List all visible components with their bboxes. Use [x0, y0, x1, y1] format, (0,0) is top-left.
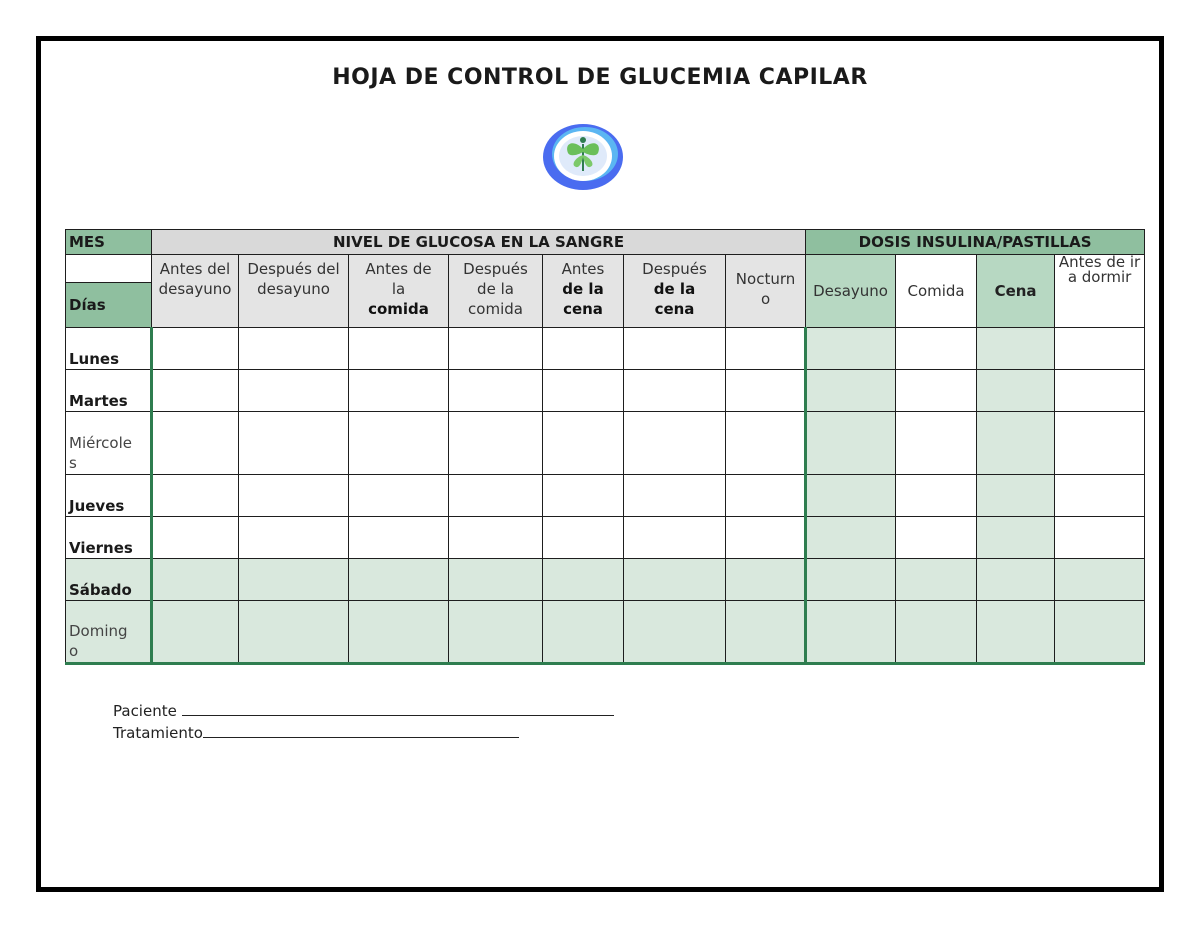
data-cell[interactable] — [349, 559, 449, 601]
col-header-despues-desayuno: Después del desayuno — [239, 255, 349, 328]
data-cell[interactable] — [449, 475, 543, 517]
dose-cell[interactable] — [977, 475, 1055, 517]
tratamiento-line — [113, 723, 519, 742]
data-cell[interactable] — [152, 370, 239, 412]
mes-input-cell[interactable] — [66, 255, 152, 283]
data-cell[interactable] — [152, 517, 239, 559]
data-cell[interactable] — [543, 601, 624, 664]
day-label-domingo: Doming o — [66, 601, 152, 664]
data-cell[interactable] — [726, 328, 806, 370]
data-cell[interactable] — [726, 475, 806, 517]
dose-cell[interactable] — [896, 475, 977, 517]
data-cell[interactable] — [349, 412, 449, 475]
table-row — [66, 517, 1145, 559]
dose-cell[interactable] — [896, 601, 977, 664]
col-header-antes-comida: Antes de la comida — [349, 255, 449, 328]
day-label-jueves: Jueves — [66, 475, 152, 517]
data-cell[interactable] — [726, 559, 806, 601]
col-header-nocturno: Nocturn o — [726, 255, 806, 328]
dose-cell[interactable] — [1055, 517, 1145, 559]
data-cell[interactable] — [624, 475, 726, 517]
dias-header: Días — [66, 283, 152, 328]
table-row — [66, 370, 1145, 412]
data-cell[interactable] — [624, 328, 726, 370]
dose-cell[interactable] — [1055, 559, 1145, 601]
day-label-lunes: Lunes — [66, 328, 152, 370]
data-cell[interactable] — [239, 370, 349, 412]
data-cell[interactable] — [152, 328, 239, 370]
data-cell[interactable] — [239, 412, 349, 475]
data-cell[interactable] — [349, 475, 449, 517]
data-cell[interactable] — [349, 370, 449, 412]
data-cell[interactable] — [726, 601, 806, 664]
data-cell[interactable] — [239, 328, 349, 370]
data-cell[interactable] — [543, 328, 624, 370]
data-cell[interactable] — [624, 370, 726, 412]
dose-cell[interactable] — [977, 559, 1055, 601]
dose-cell[interactable] — [806, 601, 896, 664]
data-cell[interactable] — [624, 601, 726, 664]
dose-cell[interactable] — [806, 370, 896, 412]
data-cell[interactable] — [726, 517, 806, 559]
paciente-label: Paciente — [113, 702, 177, 720]
data-cell[interactable] — [726, 412, 806, 475]
data-cell[interactable] — [624, 517, 726, 559]
data-cell[interactable] — [449, 412, 543, 475]
dose-cell[interactable] — [1055, 601, 1145, 664]
dose-cell[interactable] — [977, 328, 1055, 370]
dose-cell[interactable] — [896, 328, 977, 370]
data-cell[interactable] — [449, 601, 543, 664]
dose-cell[interactable] — [1055, 370, 1145, 412]
dose-cell[interactable] — [977, 517, 1055, 559]
table-row — [66, 412, 1145, 475]
col-header-despues-comida: Después de la comida — [449, 255, 543, 328]
data-cell[interactable] — [349, 328, 449, 370]
day-label-miercoles: Miércole s — [66, 412, 152, 475]
data-cell[interactable] — [239, 601, 349, 664]
day-label-viernes: Viernes — [66, 517, 152, 559]
glucose-control-table — [65, 229, 1145, 665]
col-header-antes-desayuno: Antes del desayuno — [152, 255, 239, 328]
data-cell[interactable] — [449, 370, 543, 412]
data-cell[interactable] — [449, 517, 543, 559]
dose-cell[interactable] — [806, 475, 896, 517]
data-cell[interactable] — [349, 517, 449, 559]
data-cell[interactable] — [624, 412, 726, 475]
col-header-dosis-antes-dormir: Antes de ir a dormir — [1055, 255, 1145, 328]
nivel-glucosa-header: NIVEL DE GLUCOSA EN LA SANGRE — [152, 230, 806, 255]
page-frame — [36, 36, 1164, 892]
data-cell[interactable] — [449, 559, 543, 601]
dose-cell[interactable] — [806, 559, 896, 601]
data-cell[interactable] — [239, 517, 349, 559]
tratamiento-label: Tratamiento — [113, 724, 203, 742]
dose-cell[interactable] — [1055, 412, 1145, 475]
data-cell[interactable] — [349, 601, 449, 664]
mes-header: MES — [66, 230, 152, 255]
dose-cell[interactable] — [896, 517, 977, 559]
table-row — [66, 559, 1145, 601]
data-cell[interactable] — [449, 328, 543, 370]
dose-cell[interactable] — [1055, 328, 1145, 370]
data-cell[interactable] — [726, 370, 806, 412]
dose-cell[interactable] — [806, 412, 896, 475]
data-cell[interactable] — [543, 517, 624, 559]
data-cell[interactable] — [543, 412, 624, 475]
page-title: HOJA DE CONTROL DE GLUCEMIA CAPILAR — [332, 65, 868, 90]
paciente-field[interactable] — [182, 701, 614, 716]
col-header-antes-cena: Antes de la cena — [543, 255, 624, 328]
col-header-dosis-cena: Cena — [977, 255, 1055, 328]
data-cell[interactable] — [152, 475, 239, 517]
dose-cell[interactable] — [896, 559, 977, 601]
col-header-dosis-desayuno: Desayuno — [806, 255, 896, 328]
dose-cell[interactable] — [977, 601, 1055, 664]
dose-cell[interactable] — [977, 370, 1055, 412]
dose-cell[interactable] — [896, 370, 977, 412]
butterfly-figure-logo-icon — [542, 123, 624, 191]
paciente-line — [113, 701, 614, 720]
table-row — [66, 475, 1145, 517]
data-cell[interactable] — [543, 559, 624, 601]
dosis-header: DOSIS INSULINA/PASTILLAS — [806, 230, 1145, 255]
table-row — [66, 328, 1145, 370]
data-cell[interactable] — [543, 475, 624, 517]
dose-cell[interactable] — [1055, 475, 1145, 517]
dose-cell[interactable] — [977, 412, 1055, 475]
dose-cell[interactable] — [806, 517, 896, 559]
data-cell[interactable] — [239, 475, 349, 517]
table-row — [66, 601, 1145, 664]
data-cell[interactable] — [152, 559, 239, 601]
col-header-dosis-comida: Comida — [896, 255, 977, 328]
day-label-martes: Martes — [66, 370, 152, 412]
day-label-sabado: Sábado — [66, 559, 152, 601]
data-cell[interactable] — [543, 370, 624, 412]
dose-cell[interactable] — [806, 328, 896, 370]
data-cell[interactable] — [152, 601, 239, 664]
data-cell[interactable] — [152, 412, 239, 475]
data-cell[interactable] — [624, 559, 726, 601]
dose-cell[interactable] — [896, 412, 977, 475]
data-cell[interactable] — [239, 559, 349, 601]
col-header-despues-cena: Después de la cena — [624, 255, 726, 328]
tratamiento-field[interactable] — [203, 723, 519, 738]
